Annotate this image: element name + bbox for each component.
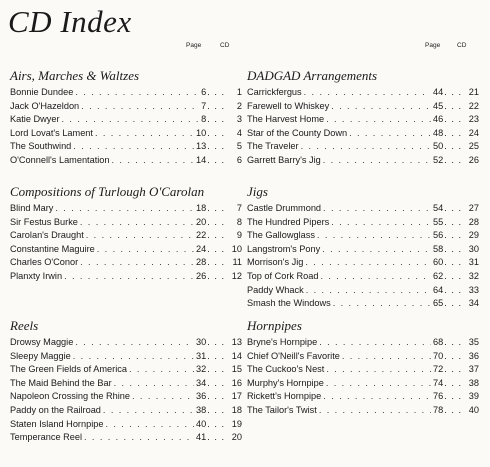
tune-name: The Hundred Pipers: [247, 216, 330, 227]
tune-name: The Tailor's Twist: [247, 404, 317, 415]
dot-separator: . . .: [207, 350, 225, 361]
dot-separator: . . .: [207, 257, 225, 268]
index-entry: [10, 216, 242, 230]
dot-leader: [349, 127, 431, 141]
dot-leader: [322, 243, 431, 257]
dot-leader: [326, 377, 431, 391]
tune-name: The Traveler: [247, 141, 299, 152]
dot-leader: [84, 431, 194, 445]
dot-separator: . . .: [444, 87, 462, 97]
tune-name: The Maid Behind the Bar: [10, 377, 112, 388]
dot-leader: [86, 229, 194, 243]
dot-leader: [342, 350, 431, 364]
tune-name: Chief O'Neill's Favorite: [247, 350, 340, 361]
tune-name: Blind Mary: [10, 203, 54, 213]
page-header: Page: [186, 42, 202, 49]
cd-track: 9: [236, 230, 242, 241]
section-title: Hornpipes: [247, 318, 302, 333]
dot-leader: [62, 113, 200, 127]
tune-name: O'Connell's Lamentation: [10, 154, 110, 165]
tune-name: Rickett's Hornpipe: [247, 391, 322, 402]
dot-separator: . . .: [444, 243, 462, 254]
tune-name: Drowsy Maggie: [10, 337, 74, 347]
index-entry: [10, 390, 242, 404]
cd-track: 5: [236, 141, 242, 152]
dot-separator: . . .: [207, 100, 225, 111]
tune-name: The Gallowglass: [247, 230, 315, 241]
dot-separator: . . .: [444, 154, 462, 165]
index-entry: [247, 256, 479, 270]
tune-name: Jack O'Hazeldon: [10, 100, 80, 111]
tune-name: Morrison's Jig: [247, 257, 304, 268]
index-entry: [247, 270, 479, 284]
dot-leader: [317, 229, 431, 243]
page-number: 78: [433, 404, 444, 415]
dot-separator: . . .: [444, 257, 462, 268]
index-entry: [10, 154, 242, 168]
dot-leader: [75, 86, 199, 100]
index-entry: [10, 270, 242, 284]
tune-name: The Cuckoo's Nest: [247, 364, 325, 375]
page-number: 32: [196, 364, 207, 375]
cd-track: 4: [236, 127, 242, 138]
dot-leader: [326, 113, 431, 127]
dot-separator: . . .: [207, 230, 225, 241]
cd-track: 23: [468, 114, 479, 125]
cd-track: 6: [236, 154, 242, 165]
cd-track: 29: [468, 230, 479, 241]
tune-name: The Southwind: [10, 141, 72, 152]
page-number: 70: [433, 350, 444, 361]
index-entry: [10, 86, 242, 100]
dot-separator: . . .: [207, 114, 225, 125]
cd-track: 17: [231, 391, 242, 402]
page-header: Page: [425, 42, 441, 49]
dot-separator: . . .: [207, 404, 225, 415]
tune-name: Paddy on the Railroad: [10, 404, 101, 415]
dot-separator: . . .: [444, 377, 462, 388]
cd-track: 16: [231, 377, 242, 388]
tune-name: Top of Cork Road: [247, 270, 319, 281]
page-number: 76: [433, 391, 444, 402]
page-number: 30: [196, 337, 207, 347]
dot-separator: . . .: [207, 87, 225, 97]
page-title: CD Index: [8, 4, 132, 39]
dot-separator: . . .: [444, 364, 462, 375]
page-number: 54: [433, 203, 444, 213]
index-entry: [10, 202, 242, 216]
dot-separator: . . .: [444, 298, 462, 309]
section-title: Reels: [10, 318, 39, 333]
index-entry: [247, 100, 479, 114]
cd-track: 36: [468, 350, 479, 361]
tune-name: Napoleon Crossing the Rhine: [10, 391, 131, 402]
tune-name: Paddy Whack: [247, 284, 304, 295]
page-number: 24: [196, 243, 207, 254]
tune-name: Langstrom's Pony: [247, 243, 321, 254]
page-number: 31: [196, 350, 207, 361]
page-number: 34: [196, 377, 207, 388]
dot-leader: [323, 154, 431, 168]
dot-separator: . . .: [444, 350, 462, 361]
dot-separator: . . .: [444, 391, 462, 402]
dot-leader: [112, 154, 194, 168]
page-number: 44: [433, 87, 444, 97]
index-entry: [10, 127, 242, 141]
index-entry: [10, 418, 242, 432]
dot-separator: . . .: [444, 114, 462, 125]
tune-name: The Green Fields of America: [10, 364, 127, 375]
tune-name: Charles O'Conor: [10, 257, 79, 268]
tune-name: Lord Lovat's Lament: [10, 127, 93, 138]
index-entry: [247, 154, 479, 168]
dot-separator: . . .: [207, 377, 225, 388]
dot-leader: [95, 127, 194, 141]
index-entry: [10, 100, 242, 114]
page-number: 56: [433, 230, 444, 241]
index-entry: [247, 229, 479, 243]
page-number: 6: [201, 87, 207, 97]
index-entry: [10, 431, 242, 445]
cd-header: CD: [457, 42, 467, 49]
dot-separator: . . .: [207, 127, 225, 138]
page-number: 74: [433, 377, 444, 388]
cd-track: 26: [468, 154, 479, 165]
index-entry: [10, 113, 242, 127]
page-number: 18: [196, 203, 207, 213]
dot-leader: [73, 350, 194, 364]
index-entry: [247, 350, 479, 364]
cd-track: 33: [468, 284, 479, 295]
tune-name: Murphy's Hornpipe: [247, 377, 324, 388]
dot-separator: . . .: [207, 270, 225, 281]
page-number: 72: [433, 364, 444, 375]
tune-name: Castle Drummond: [247, 203, 322, 213]
page-number: 7: [201, 100, 207, 111]
dot-leader: [80, 256, 194, 270]
dot-leader: [319, 404, 431, 418]
dot-leader: [103, 404, 194, 418]
page-number: 22: [196, 230, 207, 241]
cd-track: 11: [232, 257, 242, 268]
dot-separator: . . .: [207, 203, 225, 213]
page-number: 41: [196, 432, 207, 443]
cd-track: 7: [236, 203, 242, 213]
tune-name: Temperance Reel: [10, 432, 83, 443]
dot-leader: [81, 100, 199, 114]
tune-name: Staten Island Hornpipe: [10, 418, 104, 429]
cd-track: 8: [236, 216, 242, 227]
dot-separator: . . .: [207, 418, 225, 429]
dot-separator: . . .: [207, 337, 225, 347]
tune-name: Planxty Irwin: [10, 270, 63, 281]
dot-leader: [73, 140, 194, 154]
dot-leader: [80, 216, 194, 230]
cd-track: 22: [468, 100, 479, 111]
tune-name: Farewell to Whiskey: [247, 100, 330, 111]
cd-track: 3: [236, 114, 242, 125]
page-number: 40: [196, 418, 207, 429]
page-number: 52: [433, 154, 444, 165]
index-entry: [247, 377, 479, 391]
index-entry: [247, 140, 479, 154]
dot-separator: . . .: [207, 141, 225, 152]
cd-track: 12: [231, 270, 242, 281]
dot-leader: [331, 100, 431, 114]
dot-leader: [323, 202, 431, 216]
dot-leader: [306, 284, 431, 298]
section: [247, 68, 479, 168]
page-number: 65: [433, 298, 444, 309]
page-number: 50: [433, 141, 444, 152]
cd-track: 24: [468, 127, 479, 138]
page-number: 46: [433, 114, 444, 125]
page-number: 55: [433, 216, 444, 227]
dot-leader: [64, 270, 194, 284]
dot-leader: [321, 270, 432, 284]
section-title: Airs, Marches & Waltzes: [10, 68, 140, 83]
cd-track: 19: [231, 418, 242, 429]
index-entry: [10, 229, 242, 243]
section-title: Compositions of Turlough O'Carolan: [10, 184, 205, 199]
index-entry: [247, 363, 479, 377]
index-entry: [10, 350, 242, 364]
dot-leader: [305, 256, 431, 270]
page-number: 64: [433, 284, 444, 295]
index-entry: [247, 404, 479, 418]
cd-track: 21: [468, 87, 479, 97]
dot-separator: . . .: [444, 203, 462, 213]
dot-separator: . . .: [207, 364, 225, 375]
page-number: 10: [196, 127, 207, 138]
page-number: 60: [433, 257, 444, 268]
index-entry: [247, 113, 479, 127]
page-number: 8: [201, 114, 207, 125]
section: [247, 318, 479, 418]
page-number: 58: [433, 243, 444, 254]
index-entry: [10, 404, 242, 418]
dot-separator: . . .: [444, 270, 462, 281]
cd-track: 27: [468, 203, 479, 213]
dot-separator: . . .: [444, 404, 462, 415]
cd-track: 18: [231, 404, 242, 415]
tune-name: Star of the County Down: [247, 127, 348, 138]
index-entry: [247, 390, 479, 404]
cd-track: 35: [468, 337, 479, 347]
dot-leader: [301, 140, 431, 154]
section-title: Jigs: [247, 184, 268, 199]
index-entry: [247, 336, 479, 350]
index-entry: [10, 256, 242, 270]
page-number: 62: [433, 270, 444, 281]
section: [247, 184, 479, 311]
dot-separator: . . .: [444, 284, 462, 295]
section: [10, 68, 242, 168]
dot-leader: [323, 390, 431, 404]
dot-leader: [114, 377, 194, 391]
dot-separator: . . .: [207, 243, 225, 254]
cd-track: 25: [468, 141, 479, 152]
tune-name: The Harvest Home: [247, 114, 325, 125]
tune-name: Smash the Windows: [247, 298, 331, 309]
dot-separator: . . .: [444, 100, 462, 111]
dot-separator: . . .: [444, 141, 462, 152]
page-number: 28: [196, 257, 207, 268]
index-entry: [10, 363, 242, 377]
tune-name: Katie Dwyer: [10, 114, 60, 125]
tune-name: Carolan's Draught: [10, 230, 84, 241]
tune-name: Garrett Barry's Jig: [247, 154, 321, 165]
dot-separator: . . .: [207, 391, 225, 402]
index-entry: [10, 243, 242, 257]
dot-leader: [129, 363, 194, 377]
dot-leader: [319, 336, 431, 350]
index-entry: [10, 377, 242, 391]
dot-leader: [333, 297, 431, 311]
dot-separator: . . .: [444, 216, 462, 227]
dot-separator: . . .: [444, 230, 462, 241]
dot-leader: [304, 86, 431, 100]
dot-separator: . . .: [207, 216, 225, 227]
cd-track: 28: [468, 216, 479, 227]
dot-separator: . . .: [207, 432, 225, 443]
page-number: 36: [196, 391, 207, 402]
tune-name: Sleepy Maggie: [10, 350, 71, 361]
index-entry: [10, 140, 242, 154]
cd-track: 20: [231, 432, 242, 443]
tune-name: Bonnie Dundee: [10, 87, 74, 97]
tune-name: Sir Festus Burke: [10, 216, 78, 227]
cd-track: 40: [468, 404, 479, 415]
index-entry: [247, 86, 479, 100]
cd-track: 37: [468, 364, 479, 375]
dot-leader: [132, 390, 194, 404]
cd-header: CD: [220, 42, 230, 49]
dot-separator: . . .: [207, 154, 225, 165]
page-number: 13: [196, 141, 207, 152]
cd-track: 31: [468, 257, 479, 268]
index-entry: [247, 202, 479, 216]
dot-separator: . . .: [444, 127, 462, 138]
page-number: 26: [196, 270, 207, 281]
cd-track: 34: [468, 298, 479, 309]
page-number: 48: [433, 127, 444, 138]
section: [10, 318, 242, 445]
cd-track: 15: [231, 364, 242, 375]
dot-leader: [55, 202, 194, 216]
tune-name: Carrickfergus: [247, 87, 302, 97]
page-number: 38: [196, 404, 207, 415]
cd-track: 14: [231, 350, 242, 361]
dot-leader: [105, 418, 194, 432]
page-number: 20: [196, 216, 207, 227]
tune-name: Constantine Maguire: [10, 243, 95, 254]
dot-leader: [326, 363, 431, 377]
index-entry: [247, 127, 479, 141]
tune-name: Bryne's Hornpipe: [247, 337, 318, 347]
cd-track: 38: [468, 377, 479, 388]
index-entry: [247, 297, 479, 311]
index-entry: [247, 216, 479, 230]
dot-leader: [75, 336, 194, 350]
cd-track: 2: [236, 100, 242, 111]
dot-separator: . . .: [444, 337, 462, 347]
section: [10, 184, 242, 284]
dot-leader: [331, 216, 431, 230]
cd-track: 10: [231, 243, 242, 254]
page-number: 14: [196, 154, 207, 165]
index-entry: [247, 243, 479, 257]
cd-track: 32: [468, 270, 479, 281]
cd-track: 13: [231, 337, 242, 347]
page-number: 68: [433, 337, 444, 347]
cd-track: 30: [468, 243, 479, 254]
section-title: DADGAD Arrangements: [247, 68, 378, 83]
page-number: 45: [433, 100, 444, 111]
dot-leader: [97, 243, 194, 257]
index-entry: [247, 284, 479, 298]
cd-track: 1: [236, 87, 242, 97]
cd-track: 39: [468, 391, 479, 402]
index-entry: [10, 336, 242, 350]
